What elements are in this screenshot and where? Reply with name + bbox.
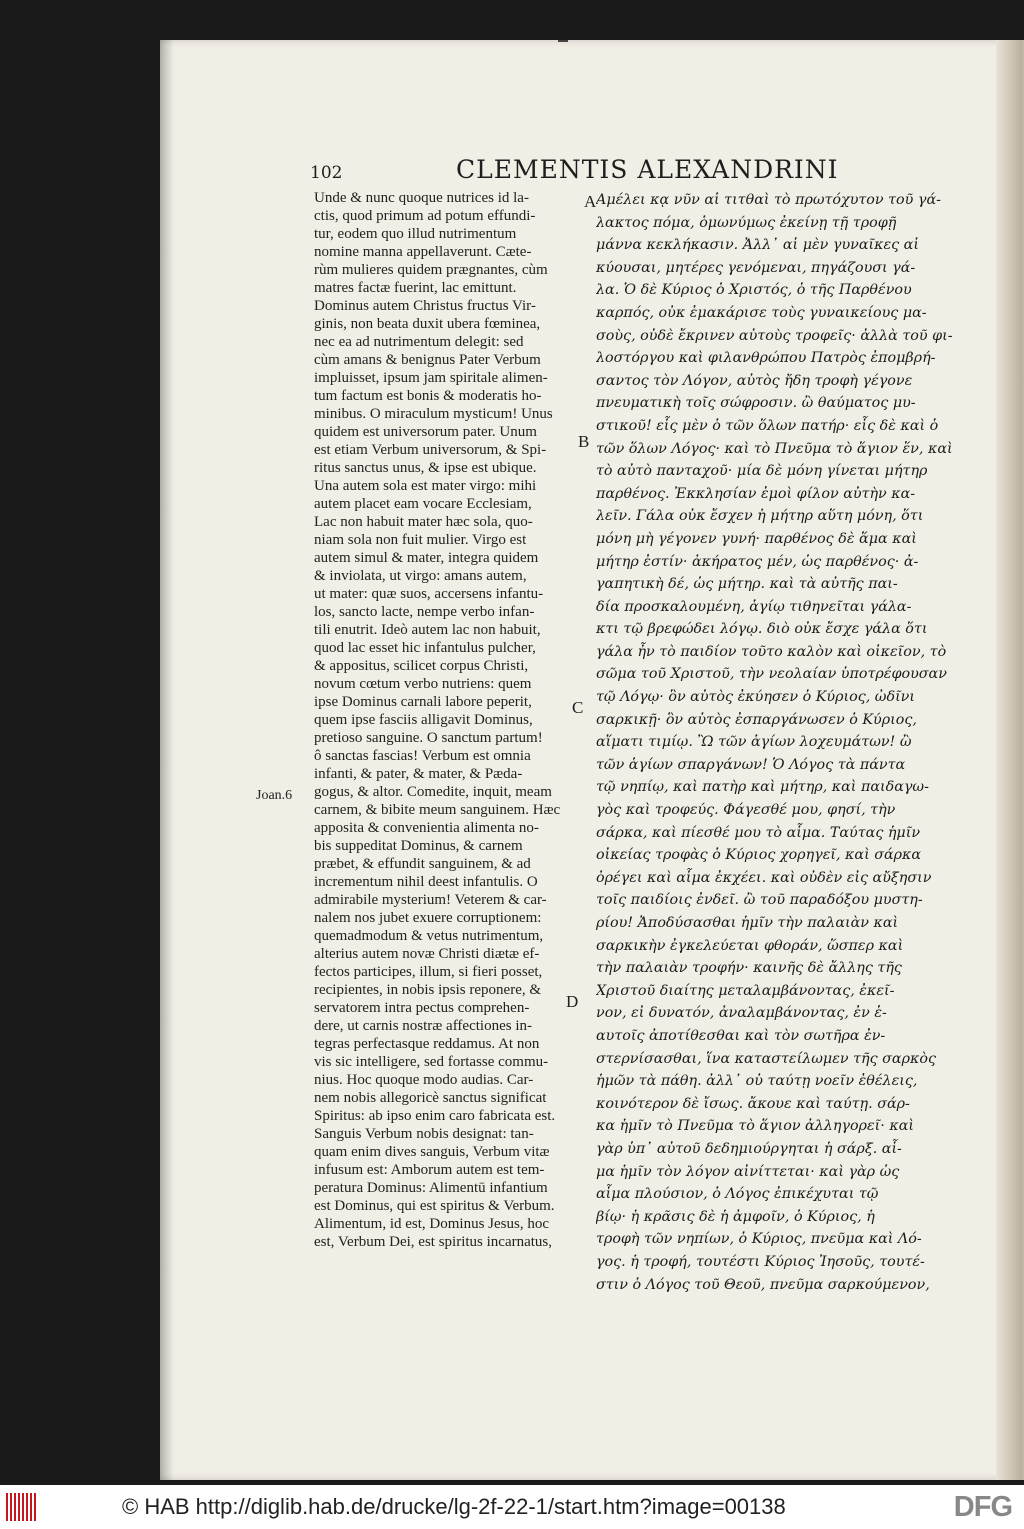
greek-column bbox=[596, 189, 956, 1296]
section-letter-d: D bbox=[566, 992, 579, 1011]
greek-line: ρίου! Ἀποδύσασθαι ἡμῖν τὴν παλαιὰν καὶ bbox=[596, 915, 899, 931]
greek-line: βίῳ· ἡ κρᾶσις δὲ ἡ ἀμφοῖν, ὁ Κύριος, ἡ bbox=[596, 1208, 875, 1225]
latin-line: quidem est universorum pater. Unum bbox=[314, 424, 537, 440]
latin-line: infusum est: Amborum autem est tem- bbox=[314, 1162, 545, 1178]
greek-line: παρθένος. Ἐκκλησίαν ἐμοὶ φίλον αὐτὴν κα- bbox=[596, 485, 916, 502]
latin-line: los, sancto lacte, nempe verbo infan- bbox=[314, 604, 535, 620]
greek-line: τῷ Λόγῳ· ὃν αὐτὸς ἐκύησεν ὁ Κύριος, ὠδῖνι bbox=[596, 689, 915, 706]
greek-line: σαντος τὸν Λόγον, αὐτὸς ἤδη τροφὴ γέγονε bbox=[596, 372, 913, 389]
latin-line: peratura Dominus: Alimentū infantium bbox=[314, 1180, 548, 1196]
greek-line: σῶμα τοῦ Χριστοῦ, τὴν νεολαίαν ὑποτρέφουσαν bbox=[596, 666, 947, 683]
greek-line: μα ἡμῖν τὸν λόγον αἰνίττεται· καὶ γὰρ ὡς bbox=[596, 1163, 900, 1180]
greek-line: γὸς καὶ τροφεύς. Φάγεσθέ μου, φησί, τὴν bbox=[596, 802, 896, 819]
greek-line: λοστόργου καὶ φιλανθρώπου Πατρὸς ἐπομβρή- bbox=[596, 350, 936, 367]
greek-line: γαπητικὴ δέ, ὡς μήτηρ. καὶ τὰ αὐτῆς παι- bbox=[596, 576, 898, 593]
greek-line: τῶν ἁγίων σπαργάνων! Ὁ Λόγος τὰ πάντα bbox=[596, 756, 906, 773]
latin-line: bis suppeditat Dominus, & carnem bbox=[314, 838, 523, 854]
latin-line: fectos participes, illum, si fieri posset, bbox=[314, 964, 543, 980]
latin-column bbox=[314, 189, 579, 1251]
latin-line: autem simul & mater, integra quidem bbox=[314, 550, 539, 566]
greek-line: γὰρ ὑπ᾽ αὐτοῦ δεδημιούργηται ἡ σάρξ. αἷ- bbox=[596, 1140, 902, 1157]
latin-line: niam sola non fuit mulier. Virgo est bbox=[314, 532, 527, 548]
greek-line: Χριστοῦ διαίτης μεταλαμβάνοντας, ἐκεῖ- bbox=[596, 982, 895, 999]
greek-line: τῷ νηπίῳ, καὶ πατὴρ καὶ μήτηρ, καὶ παιδαγω- bbox=[596, 779, 929, 796]
latin-line: tili enutrit. Ideò autem lac non habuit, bbox=[314, 622, 541, 638]
latin-line: ô sanctas fascias! Verbum est omnia bbox=[314, 748, 531, 764]
latin-line: tum factum est bonis & moderatis ho- bbox=[314, 388, 542, 404]
greek-line: οἰκείας τροφὰς ὁ Κύριος χορηγεῖ, καὶ σάρκα bbox=[596, 847, 922, 864]
greek-line: γος. ἡ τροφή, τουτέστι Κύριος Ἰησοῦς, τουτέ- bbox=[596, 1253, 925, 1270]
latin-line: novum cœtum verbo nutriens: quem bbox=[314, 676, 532, 692]
greek-line: λα. Ὁ δὲ Κύριος ὁ Χριστός, ὁ τῆς Παρθένου bbox=[596, 282, 912, 299]
greek-line: λεῖν. Γάλα οὐκ ἔσχεν ἡ μήτηρ αὕτη μόνη, ὅτι bbox=[596, 508, 924, 525]
greek-line: στερνίσασθαι, ἵνα καταστείλωμεν τῆς σαρκὸς bbox=[596, 1050, 936, 1067]
latin-line: rùm mulieres quidem prægnantes, cùm bbox=[314, 262, 548, 278]
latin-line: recipientes, in nobis ipsis reponere, & bbox=[314, 982, 542, 998]
page-number: 102 bbox=[310, 163, 343, 183]
latin-line: ritus sanctus unus, & ipse est ubique. bbox=[314, 460, 537, 476]
greek-line: πνευματικὴ τοῖς σώφροσιν. ὢ θαύματος μυ- bbox=[596, 395, 916, 412]
greek-line: καρπός, οὐκ ἐμακάρισε τοὺς γυναικείους μα- bbox=[596, 304, 927, 321]
latin-line: gogus, & altor. Comedite, inquit, meam bbox=[314, 784, 552, 800]
latin-line: Una autem sola est mater virgo: mihi bbox=[314, 478, 537, 494]
printer-mark bbox=[558, 40, 568, 42]
greek-line: κύουσαι, μητέρες γενόμεναι, πηγάζουσι γά- bbox=[596, 259, 916, 276]
latin-line: matres factæ fuerint, lac emittunt. bbox=[314, 280, 517, 296]
latin-line: tur, eodem quo illud nutrimentum bbox=[314, 226, 517, 242]
latin-line: præbet, & effundit sanguinem, & ad bbox=[314, 856, 531, 872]
latin-line: apposita & convenientia alimenta no- bbox=[314, 820, 539, 836]
latin-line: carnem, & bibite meum sanguinem. Hæc bbox=[314, 802, 561, 818]
section-letter-b: B bbox=[578, 432, 590, 451]
latin-line: Unde & nunc quoque nutrices id la- bbox=[314, 190, 529, 206]
greek-line: σαρκικὴν ἐγκελεύεται φθοράν, ὥσπερ καὶ bbox=[596, 937, 904, 954]
greek-line: ὀρέγει καὶ αἷμα ἐκχέει. καὶ οὐδὲν εἰς αὔξησιν bbox=[596, 869, 932, 886]
latin-line: infanti, & pater, & mater, & Pæda- bbox=[314, 766, 523, 782]
latin-line: nius. Hoc quoque modo audias. Car- bbox=[314, 1072, 534, 1088]
latin-line: quod lac esset hic infantulus pulcher, bbox=[314, 640, 536, 656]
latin-line: Dominus autem Christus fructus Vir- bbox=[314, 298, 536, 314]
latin-line: Lac non habuit mater hæc sola, quo- bbox=[314, 514, 533, 530]
latin-line: nem nobis allegoricè sanctus significat bbox=[314, 1090, 547, 1106]
gutter-shadow bbox=[160, 40, 174, 1480]
latin-line: est Dominus, qui est spiritus & Verbum. bbox=[314, 1198, 555, 1214]
copyright-link[interactable]: © HAB http://diglib.hab.de/drucke/lg-2f-22-1/start.htm?image=00138 bbox=[122, 1494, 786, 1519]
greek-line: σοὺς, οὐδὲ ἔκρινεν αὐτοὺς τροφεῖς· ἀλλὰ τοῦ φι- bbox=[596, 327, 953, 344]
latin-line: tegras perfectasque reddamus. At non bbox=[314, 1036, 540, 1052]
greek-line: στικοῦ! εἷς μὲν ὁ τῶν ὅλων πατήρ· εἷς δὲ καὶ ὁ bbox=[596, 417, 939, 434]
latin-line: quemadmodum & vetus nutrimentum, bbox=[314, 928, 544, 944]
greek-line: κα ἡμῖν τὸ Πνεῦμα τὸ ἅγιον ἀλληγορεῖ· καὶ bbox=[596, 1118, 914, 1135]
greek-line: λακτος πόμα, ὁμωνύμως ἐκείνῃ τῇ τροφῇ bbox=[596, 214, 897, 231]
greek-line: τοῖς παιδίοις ἐνδεῖ. ὢ τοῦ παραδόξου μυστη- bbox=[596, 892, 923, 909]
greek-line: τὸ αὐτὸ πανταχοῦ· μία δὲ μόνη γίνεται μήτηρ bbox=[596, 463, 928, 480]
greek-line: κτι τῷ βρεφώδει λόγῳ. διὸ οὐκ ἔσχε γάλα ὅτι bbox=[596, 621, 928, 638]
latin-line: ctis, quod primum ad potum effundi- bbox=[314, 208, 536, 224]
greek-line: αἷμα πλούσιον, ὁ Λόγος ἐπικέχυται τῷ bbox=[596, 1186, 879, 1203]
section-letter-a: A bbox=[584, 192, 597, 211]
section-letter-c: C bbox=[572, 698, 584, 717]
greek-line: κοινότερον δὲ ἴσως. ἄκουε καὶ ταύτῃ. σάρ- bbox=[596, 1095, 910, 1112]
running-title: CLEMENTIS ALEXANDRINI bbox=[456, 155, 839, 184]
greek-line: τὴν παλαιὰν τροφήν· καινῆς δὲ ἄλλης τῆς bbox=[596, 960, 902, 977]
latin-line: vis sic intelligere, sed fortasse commu- bbox=[314, 1054, 549, 1070]
footer-bar bbox=[0, 1485, 1024, 1529]
latin-line: pretioso sanguine. O sanctum partum! bbox=[314, 730, 543, 746]
greek-line: αυτοῖς ἀποτίθεσθαι καὶ τὸν σωτῆρα ἐν- bbox=[596, 1027, 886, 1044]
greek-line: γάλα ἦν τὸ παιδίον τοῦτο καλὸν καὶ οἰκεῖον, τὸ bbox=[596, 643, 947, 660]
latin-line: incrementum nihil deest infantulis. O bbox=[314, 874, 538, 890]
latin-line: dere, ut carnis nostræ affectiones in- bbox=[314, 1018, 532, 1034]
greek-line: σαρκικῇ· ὃν αὐτὸς ἐσπαργάνωσεν ὁ Κύριος, bbox=[596, 711, 917, 728]
latin-line: autem placet eam vocare Ecclesiam, bbox=[314, 496, 532, 512]
latin-line: est, Verbum Dei, est spiritus incarnatus, bbox=[314, 1234, 553, 1250]
latin-line: & appositus, scilicet corpus Christi, bbox=[314, 658, 529, 674]
latin-line: alterius autem novæ Christi diætæ ef- bbox=[314, 946, 540, 962]
latin-line: nec ea ad nutrimentum delegit: sed bbox=[314, 334, 524, 350]
greek-line: ἡμῶν τὰ πάθη. ἀλλ᾽ οὐ ταύτῃ νοεῖν ἐθέλεις, bbox=[596, 1073, 918, 1090]
latin-line: cùm amans & benignus Pater Verbum bbox=[314, 352, 541, 368]
dfg-logo: DFG bbox=[953, 1491, 1012, 1523]
latin-line: Spiritus: ab ipso enim caro fabricata est. bbox=[314, 1108, 556, 1124]
latin-line: impluisset, ipsum jam spiritale alimen- bbox=[314, 370, 548, 386]
greek-line: αἵματι τιμίῳ. Ὢ τῶν ἁγίων λοχευμάτων! ὢ bbox=[596, 734, 912, 751]
latin-line: est etiam Verbum universorum, & Spi- bbox=[314, 442, 547, 458]
greek-line: νον, εἰ δυνατόν, ἀναλαμβάνοντας, ἐν ἑ- bbox=[596, 1005, 887, 1022]
greek-line: σάρκα, καὶ πίεσθέ μου τὸ αἷμα. Ταύτας ἡμῖν bbox=[596, 824, 921, 841]
latin-line: quam enim dives sanguis, Verbum vitæ bbox=[314, 1144, 550, 1160]
latin-line: ginis, non beata duxit ubera fœminea, bbox=[314, 316, 541, 332]
latin-line: quem ipse fasciis alligavit Dominus, bbox=[314, 712, 533, 728]
page-edge bbox=[996, 40, 1024, 1480]
margin-reference: Joan.6 bbox=[256, 788, 293, 803]
greek-line: μήτηρ ἐστίν· ἀκήρατος μέν, ὡς παρθένος· ἀ- bbox=[596, 553, 919, 570]
greek-line: μόνη μὴ γέγονεν γυνή· παρθένος δὲ ἅμα καὶ bbox=[596, 530, 917, 547]
latin-line: nalem nos jubet exuere corruptionem: bbox=[314, 910, 542, 926]
latin-line: minibus. O miraculum mysticum! Unus bbox=[314, 406, 553, 422]
hab-logo-icon bbox=[6, 1493, 36, 1521]
latin-line: Sanguis Verbum nobis designat: tan- bbox=[314, 1126, 534, 1142]
latin-line: ut mater: quæ suos, accersens infantu- bbox=[314, 586, 544, 602]
latin-line: servatorem intra pectus comprehen- bbox=[314, 1000, 530, 1016]
latin-line: & inviolata, ut virgo: amans autem, bbox=[314, 568, 527, 584]
greek-line: στιν ὁ Λόγος τοῦ Θεοῦ, πνεῦμα σαρκούμενον, bbox=[596, 1276, 930, 1293]
latin-line: admirabile mysterium! Veterem & car- bbox=[314, 892, 547, 908]
greek-line: τροφὴ τῶν νηπίων, ὁ Κύριος, πνεῦμα καὶ Λό- bbox=[596, 1231, 922, 1248]
latin-line: nomine manna appellaverunt. Cæte- bbox=[314, 244, 532, 260]
greek-line: δία προσκαλουμένη, ἁγίῳ τιθηνεῖται γάλα- bbox=[596, 598, 912, 615]
latin-line: ipse Dominus carnali labore peperit, bbox=[314, 694, 532, 710]
greek-line: Αμέλει κᾳ νῦν αἱ τιτθαὶ τὸ πρωτόχυτον τοῦ γά- bbox=[596, 192, 941, 208]
latin-line: Alimentum, id est, Dominus Jesus, hoc bbox=[314, 1216, 549, 1232]
greek-line: μάννα κεκλήκασιν. Ἀλλ᾽ αἱ μὲν γυναῖκες αἱ bbox=[596, 237, 919, 254]
greek-line: τῶν ὅλων Λόγος· καὶ τὸ Πνεῦμα τὸ ἅγιον ἕν, καὶ bbox=[596, 440, 953, 457]
